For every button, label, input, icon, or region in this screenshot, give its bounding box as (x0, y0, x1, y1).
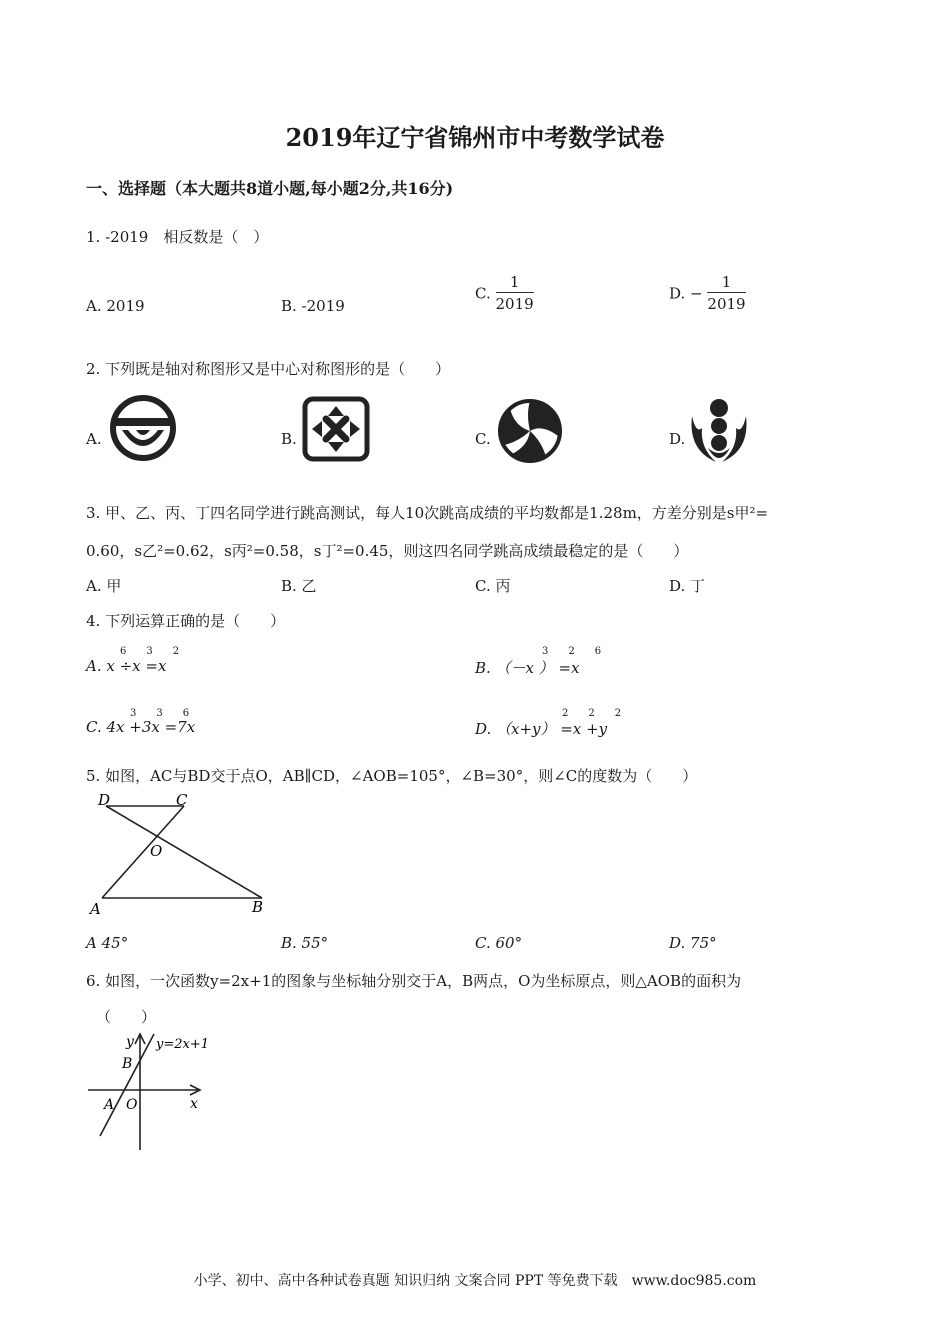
q3-option-c: C. 丙 (475, 577, 511, 595)
q5-option-c: C. 60° (475, 934, 523, 952)
q4-option-d: D. （x+y） =x +y (475, 720, 608, 738)
minus-sign: − (690, 284, 703, 303)
q3-option-b: B. 乙 (281, 577, 317, 595)
symbol-b-icon (302, 396, 370, 462)
q4-option-a: A. x ÷x =x (86, 657, 167, 675)
question-2-stem: 2. 下列既是轴对称图形又是中心对称图形的是（ ） (86, 360, 451, 378)
label-equation: y=2x+1 (156, 1037, 210, 1052)
q1-option-d-label: D. (669, 284, 686, 303)
q1-option-c-fraction (496, 272, 534, 315)
page-footer: 小学、初中、高中各种试卷真题 知识归纳 文案合同 PPT 等免费下载 www.doc985.com (193, 1273, 757, 1289)
q1-option-a: A. 2019 (86, 297, 145, 315)
label-a: A (104, 1097, 115, 1113)
label-o: O (126, 1097, 138, 1113)
q2-option-c-label: C. (475, 430, 491, 448)
q2-option-a-label: A. (86, 430, 102, 448)
section-heading: 一、选择题（本大题共8道小题,每小题2分,共16分) (86, 179, 454, 198)
label-y: y (126, 1034, 134, 1050)
q6-figure (86, 1030, 216, 1155)
q1-option-c-label: C. (475, 284, 491, 303)
q3-option-a: A. 甲 (86, 577, 122, 595)
q1-option-c (475, 272, 534, 315)
label-c: C (176, 791, 188, 809)
label-b: B (252, 898, 264, 916)
q1-option-d (669, 272, 746, 315)
q4-option-b-exponents: 3 2 6 (542, 646, 602, 657)
q5-option-d: D. 75° (669, 934, 717, 952)
q4-option-b: B. （－x ） =x (475, 659, 580, 677)
label-d: D (98, 791, 111, 809)
q5-figure (86, 790, 276, 920)
symbol-d-icon (686, 398, 752, 466)
question-5-stem: 5. 如图，AC与BD交于点O，AB∥CD，∠AOB=105°，∠B=30°，则∠C的度数为（ ） (86, 767, 698, 785)
fraction-denominator: 2019 (495, 295, 534, 313)
q4-option-d-exponents: 2 2 2 (562, 708, 622, 719)
q4-option-a-exponents: 6 3 2 (120, 646, 180, 657)
q3-option-d: D. 丁 (669, 577, 706, 595)
label-b: B (122, 1056, 133, 1072)
q1-option-b: B. -2019 (281, 297, 345, 315)
fraction-denominator: 2019 (707, 295, 746, 313)
question-4-stem: 4. 下列运算正确的是（ ） (86, 612, 286, 630)
q5-option-a: A 45° (86, 934, 129, 952)
q4-option-c-exponents: 3 3 6 (130, 708, 190, 719)
question-1-stem: 1. -2019 相反数是（ ） (86, 228, 269, 246)
q4-option-c: C. 4x +3x =7x (86, 718, 196, 736)
q2-option-d-label: D. (669, 430, 686, 448)
label-a: A (90, 900, 101, 918)
question-3-line-1: 3. 甲、乙、丙、丁四名同学进行跳高测试，每人10次跳高成绩的平均数都是1.28m，方差分别是s甲²= (86, 504, 769, 522)
label-x: x (190, 1096, 198, 1112)
q5-option-b: B. 55° (281, 934, 329, 952)
page-title: 2019年辽宁省锦州市中考数学试卷 (285, 123, 665, 152)
question-6-line-1: 6. 如图，一次函数y=2x+1的图象与坐标轴分别交于A，B两点，O为坐标原点，则△AOB的面积为 (86, 972, 742, 990)
symbol-a-icon (108, 394, 178, 462)
label-o: O (150, 842, 163, 860)
question-6-line-2: （ ） (96, 1008, 157, 1026)
q2-option-b-label: B. (281, 430, 297, 448)
question-3-line-2: 0.60，s乙²=0.62，s丙²=0.58，s丁²=0.45，则这四名同学跳高成绩最稳定的是（ ） (86, 542, 689, 560)
q1-option-d-fraction (707, 272, 745, 315)
symbol-c-icon (496, 398, 564, 464)
segment-ca (102, 806, 184, 898)
fraction-numerator: 1 (496, 272, 534, 293)
fraction-numerator: 1 (707, 272, 745, 293)
segment-db (106, 806, 262, 898)
